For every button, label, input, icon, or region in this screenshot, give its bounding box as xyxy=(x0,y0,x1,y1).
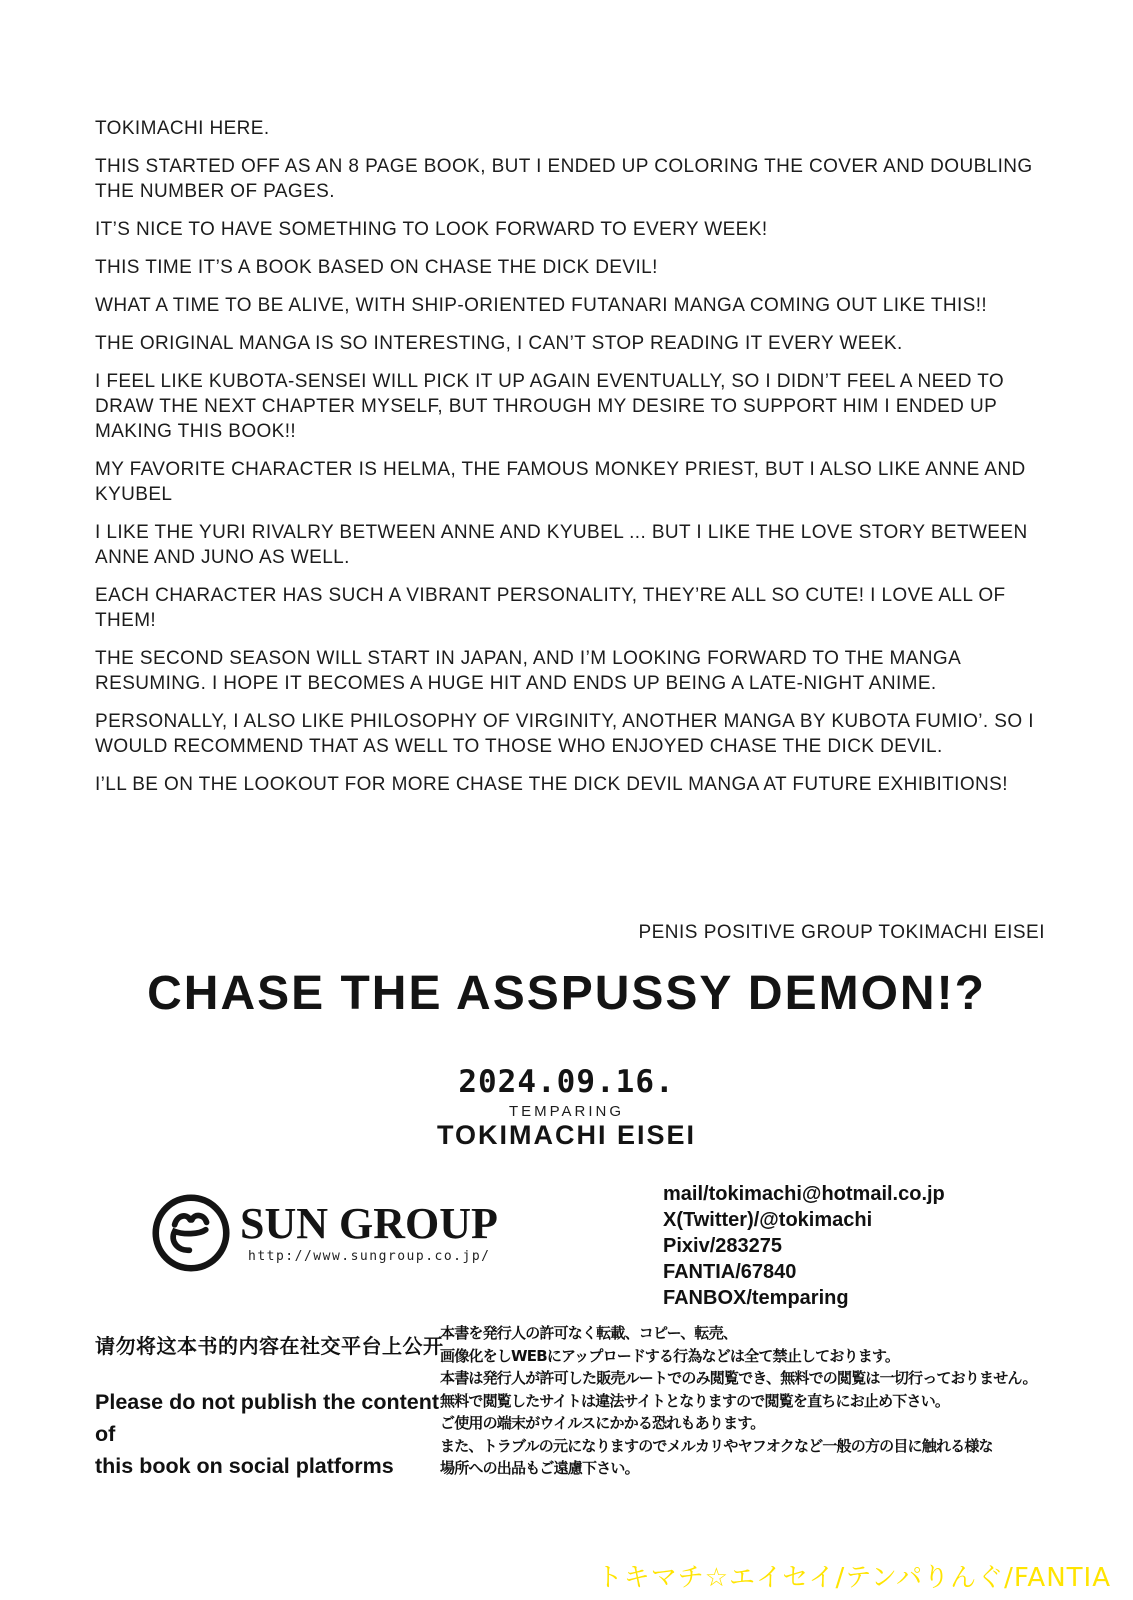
author-name: TOKIMACHI EISEI xyxy=(436,1120,697,1150)
legal-line: 本書は発行人が許可した販売ルートでのみ閲覧でき、無料での閲覧は一切行っておりません。 xyxy=(440,1369,1037,1387)
contact-pixiv: Pixiv/283275 xyxy=(663,1235,782,1257)
notice-english-line: this book on social platforms xyxy=(95,1454,394,1478)
contact-mail: mail/tokimachi@hotmail.co.jp xyxy=(663,1183,945,1205)
group-signature: PENIS POSITIVE GROUP TOKIMACHI EISEI xyxy=(638,922,1045,943)
legal-line: 場所への出品もご遠慮下さい。 xyxy=(440,1459,639,1477)
afterword-paragraph: THE SECOND SEASON WILL START IN JAPAN, AND I’M LOOKING FORWARD TO THE MANGA RESUMING. I HOPE IT BECOMES A HUGE HIT AND ENDS UP BEING A LATE-NIGHT ANIME. xyxy=(95,648,961,694)
afterword-paragraph: WHAT A TIME TO BE ALIVE, WITH SHIP-ORIENTED FUTANARI MANGA COMING OUT LIKE THIS!! xyxy=(95,295,988,316)
afterword-text xyxy=(95,116,1047,797)
afterword-paragraph: TOKIMACHI HERE. xyxy=(95,118,270,139)
afterword-paragraph: I FEEL LIKE KUBOTA-SENSEI WILL PICK IT UP AGAIN EVENTUALLY, SO I DIDN’T FEEL A NEED TO DRAW THE NEXT CHAPTER MYSELF, BUT THROUGH MY DESIRE TO SUPPORT HIM I ENDED UP MAKING THIS BOOK!! xyxy=(95,371,1005,442)
legal-text-japanese xyxy=(440,1322,1037,1480)
book-title: CHASE THE ASSPUSSY DEMON!? xyxy=(147,967,986,1020)
contact-fantia: FANTIA/67840 xyxy=(663,1261,797,1283)
contact-fanbox: FANBOX/temparing xyxy=(663,1287,849,1309)
publisher-block xyxy=(150,1192,498,1274)
afterword-paragraph: EACH CHARACTER HAS SUCH A VIBRANT PERSONALITY, THEY’RE ALL SO CUTE! I LOVE ALL OF THEM! xyxy=(95,585,1006,631)
notice-english xyxy=(95,1386,455,1482)
contact-twitter: X(Twitter)/@tokimachi xyxy=(663,1209,873,1231)
legal-line: 画像化をしWEBにアップロードする行為などは全て禁止しております。 xyxy=(440,1346,900,1365)
notice-english-line: Please do not publish the content of xyxy=(95,1390,440,1446)
publisher-name: SUN GROUP xyxy=(240,1199,498,1248)
afterword-paragraph: THIS STARTED OFF AS AN 8 PAGE BOOK, BUT I ENDED UP COLORING THE COVER AND DOUBLING THE NUMBER OF PAGES. xyxy=(95,156,1033,202)
afterword-paragraph: IT’S NICE TO HAVE SOMETHING TO LOOK FORWARD TO EVERY WEEK! xyxy=(95,219,768,240)
release-date: 2024.09.16. xyxy=(458,1064,675,1100)
contact-list xyxy=(663,1181,945,1311)
circle-name: TEMPARING xyxy=(508,1103,625,1120)
legal-line: 無料で閲覧したサイトは違法サイトとなりますので閲覧を直ちにお止め下さい。 xyxy=(440,1391,950,1410)
afterword-paragraph: PERSONALLY, I ALSO LIKE PHILOSOPHY OF VIRGINITY, ANOTHER MANGA BY KUBOTA FUMIO’. SO I WOULD RECOMMEND THAT AS WELL TO THOSE WHO ENJOYED CHASE THE DICK DEVIL. xyxy=(95,711,1034,757)
notice-chinese: 请勿将这本书的内容在社交平台上公开 xyxy=(95,1334,444,1358)
afterword-paragraph: THIS TIME IT’S A BOOK BASED ON CHASE THE DICK DEVIL! xyxy=(95,257,658,278)
afterword-paragraph: I’LL BE ON THE LOOKOUT FOR MORE CHASE THE DICK DEVIL MANGA AT FUTURE EXHIBITIONS! xyxy=(95,774,1008,795)
footer-credit: トキマチ☆エイセイ/テンパりんぐ/FANTIA xyxy=(596,1563,1111,1593)
legal-line: ご使用の端末がウイルスにかかる恐れもあります。 xyxy=(440,1414,765,1432)
legal-line: また、トラブルの元になりますのでメルカリやヤフオクなど一般の方の目に触れる様な xyxy=(440,1436,993,1455)
publisher-text xyxy=(240,1199,498,1264)
publisher-url: http://www.sungroup.co.jp/ xyxy=(248,1249,491,1264)
afterword-paragraph: THE ORIGINAL MANGA IS SO INTERESTING, I CAN’T STOP READING IT EVERY WEEK. xyxy=(95,333,903,354)
legal-line: 本書を発行人の許可なく転載、コピー、転売、 xyxy=(440,1324,738,1342)
no-repost-notice xyxy=(95,1330,455,1482)
afterword-paragraph: I LIKE THE YURI RIVALRY BETWEEN ANNE AND KYUBEL ... BUT I LIKE THE LOVE STORY BETWEEN ANNE AND JUNO AS WELL. xyxy=(95,522,1028,568)
sun-group-logo-icon xyxy=(150,1192,232,1274)
afterword-paragraph: MY FAVORITE CHARACTER IS HELMA, THE FAMOUS MONKEY PRIEST, BUT I ALSO LIKE ANNE AND KYUBEL xyxy=(95,459,1026,505)
